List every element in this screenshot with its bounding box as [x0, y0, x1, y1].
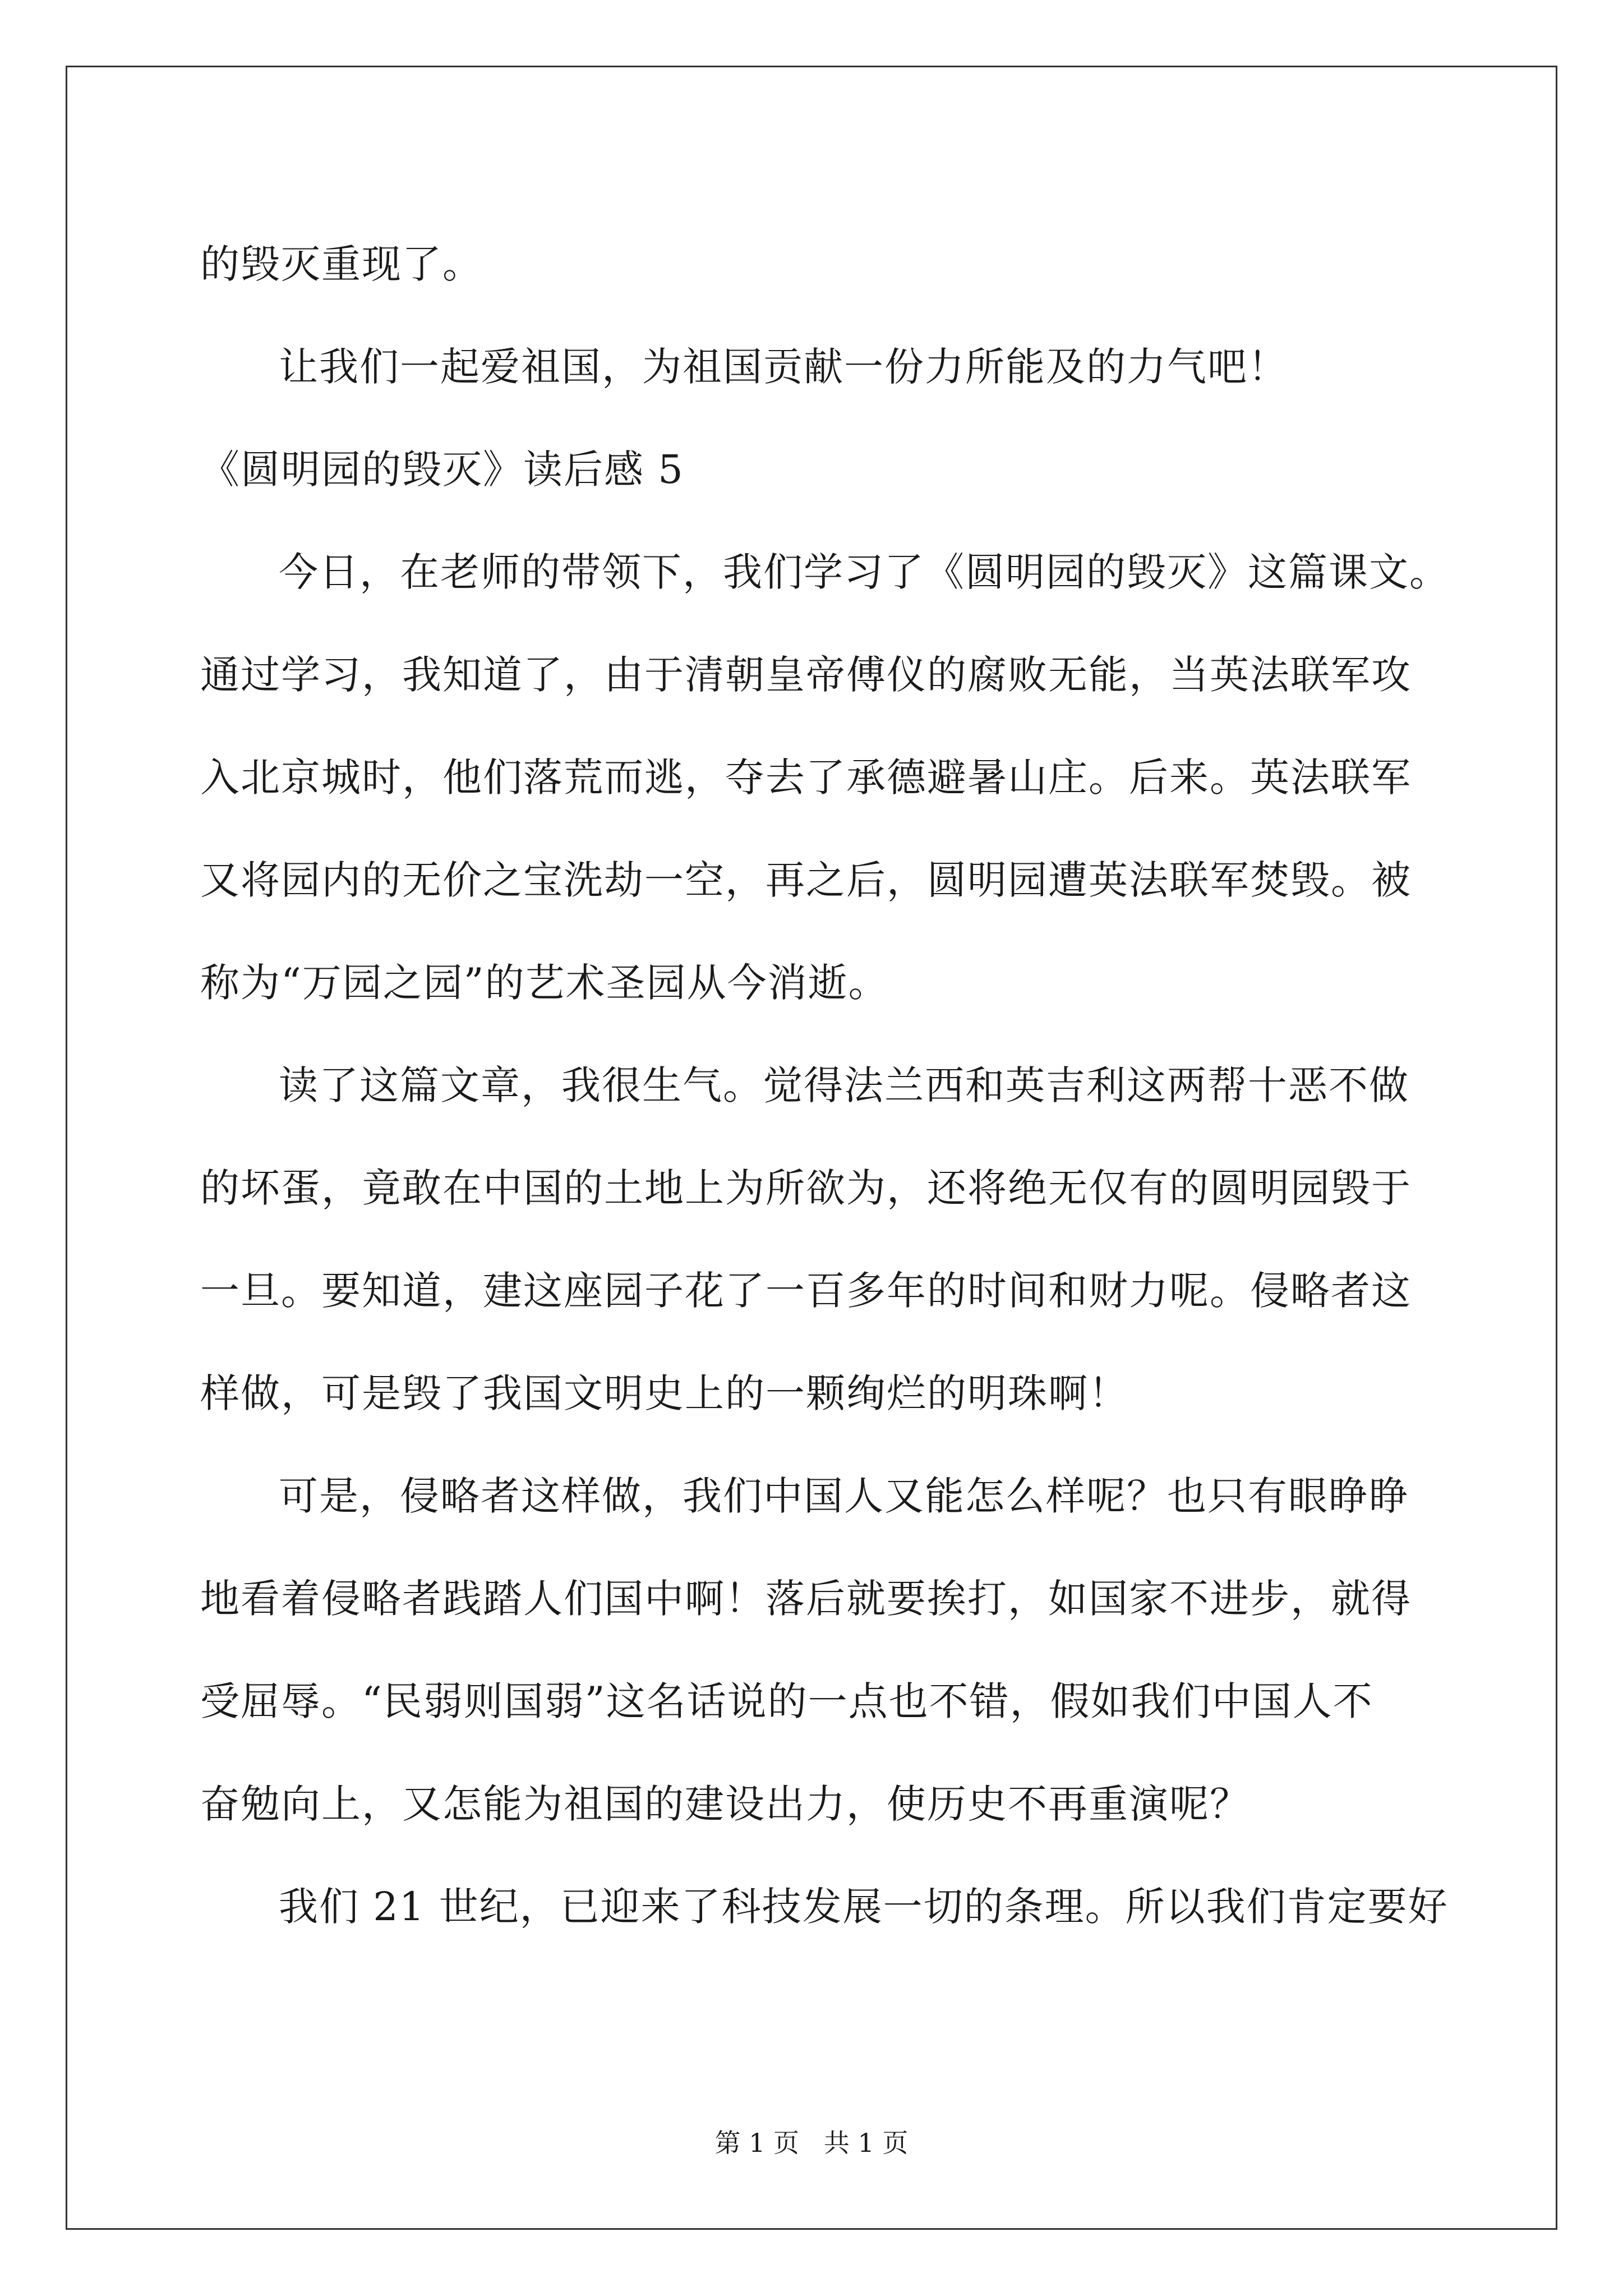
text-line: 入北京城时，他们落荒而逃，夺去了承德避暑山庄。后来。英法联军 — [200, 754, 1412, 800]
text-line: 可是，侵略者这样做，我们中国人又能怎么样呢？也只有眼睁睁 — [279, 1473, 1409, 1519]
page-number-footer: 第 1 页 共 1 页 — [714, 2128, 909, 2158]
text-line: 奋勉向上，又怎能为祖国的建设出力，使历史不再重演呢？ — [200, 1781, 1250, 1827]
text-line: 今日，在老师的带领下，我们学习了《圆明园的毁灭》这篇课文。 — [279, 549, 1450, 595]
text-line: 我们 21 世纪，已迎来了科技发展一切的条理。所以我们肯定要好 — [279, 1884, 1449, 1930]
document-body — [200, 213, 1456, 1958]
text-line: 让我们一起爱祖国，为祖国贡献一份力所能及的力气吧！ — [279, 344, 1288, 390]
text-line: 样做，可是毁了我国文明史上的一颗绚烂的明珠啊！ — [200, 1370, 1129, 1416]
text-line: 读了这篇文章，我很生气。觉得法兰西和英吉利这两帮十恶不做 — [279, 1062, 1409, 1108]
text-line: 受屈辱。“民弱则国弱”这名话说的一点也不错，假如我们中国人不 — [200, 1678, 1373, 1724]
text-line: 的坏蛋，竟敢在中国的土地上为所欲为，还将绝无仅有的圆明园毁于 — [200, 1165, 1412, 1211]
text-line: 一旦。要知道，建这座园子花了一百多年的时间和财力呢。侵略者这 — [200, 1268, 1412, 1314]
text-line: 的毁灭重现了。 — [200, 241, 483, 287]
text-line: 又将园内的无价之宝洗劫一空，再之后，圆明园遭英法联军焚毁。被 — [200, 857, 1412, 903]
section-heading: 《圆明园的毁灭》读后感 5 — [200, 447, 684, 493]
text-line: 称为“万园之园”的艺术圣园从今消逝。 — [200, 960, 889, 1006]
text-line: 通过学习，我知道了，由于清朝皇帝傅仪的腐败无能，当英法联军攻 — [200, 652, 1412, 698]
text-line: 地看着侵略者践踏人们国中啊！落后就要挨打，如国家不进步，就得 — [200, 1576, 1412, 1622]
